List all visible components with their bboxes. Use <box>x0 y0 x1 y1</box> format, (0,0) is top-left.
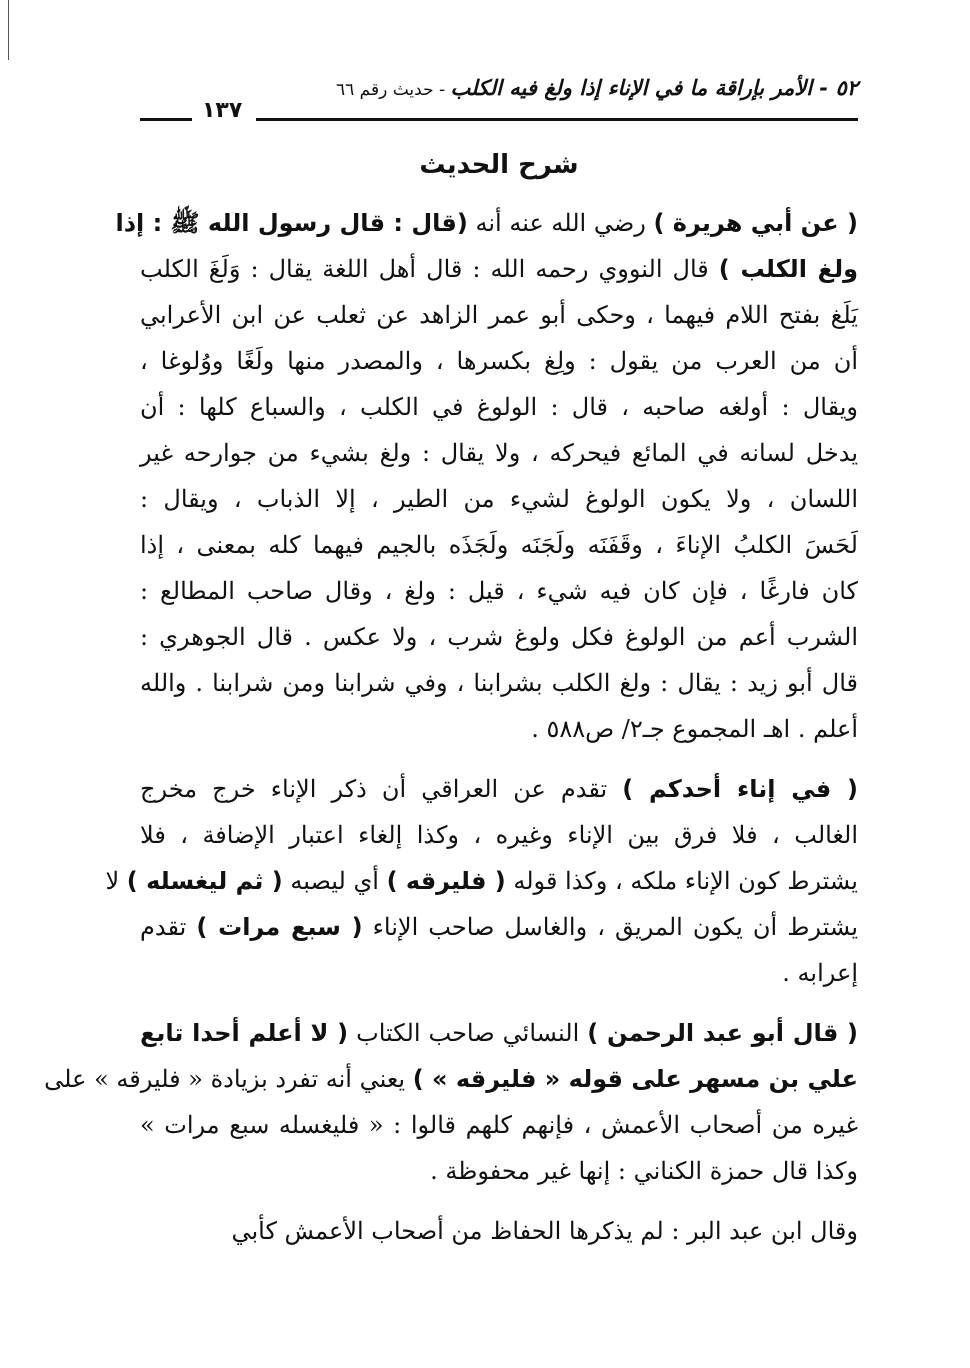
text-line <box>140 950 858 996</box>
text-line <box>140 568 858 614</box>
text-line <box>140 338 858 384</box>
commentary-text: اللسان ، ولا يكون الولوغ لشيء من الطير ، إلا الذباب ، ويقال : <box>140 485 858 513</box>
commentary-text: النسائي صاحب الكتاب <box>348 1019 588 1047</box>
text-line <box>140 384 858 430</box>
text-line <box>140 522 858 568</box>
commentary-text: لا <box>105 867 127 895</box>
commentary-body <box>44 200 859 1268</box>
text-line <box>44 1056 858 1102</box>
commentary-text: يشترط أن يكون المريق ، والغاسل صاحب الإناء <box>362 913 859 941</box>
text-line <box>140 706 858 752</box>
hadith-quote: ولغ الكلب ) <box>718 255 859 283</box>
commentary-text: إعرابه . <box>782 959 858 987</box>
header-rule <box>256 118 858 121</box>
chapter-title: ٥٢ - الأمر بإراقة ما في الإناء إذا ولغ فيه الكلب <box>450 76 858 100</box>
commentary-text: أعلم . اهـ المجموع جـ٢/ ص٥٨٨ . <box>531 715 858 743</box>
text-line <box>140 766 858 812</box>
text-line <box>115 200 858 246</box>
hadith-quote: ( عن أبي هريرة ) <box>653 209 858 237</box>
text-line <box>105 858 858 904</box>
text-line <box>140 292 858 338</box>
hadith-quote: علي بن مسهر على قوله « فليرقه » ) <box>412 1065 858 1093</box>
commentary-text: الغالب ، فلا فرق بين الإناء وغيره ، وكذا إلغاء اعتبار الإضافة ، فلا <box>140 821 858 849</box>
hadith-quote: ( في إناء أحدكم ) <box>622 775 858 803</box>
commentary-text: غيره من أصحاب الأعمش ، فإنهم كلهم قالوا : « فليغسله سبع مرات » <box>140 1111 858 1139</box>
commentary-text: أي ليصبه <box>282 867 387 895</box>
header-title <box>336 76 858 100</box>
commentary-text: وكذا قال حمزة الكناني : إنها غير محفوظة . <box>430 1157 858 1185</box>
paragraph <box>140 1208 858 1254</box>
commentary-text: يَلَغ بفتح اللام فيهما ، وحكى أبو عمر الزاهد عن ثعلب عن ابن الأعرابي <box>140 301 858 329</box>
commentary-text: كان فارغًا ، فإن كان فيه شيء ، قيل : ولغ ، وقال صاحب المطالع : <box>140 577 858 605</box>
text-line <box>140 660 858 706</box>
page-number: ١٣٧ <box>202 98 243 123</box>
text-line <box>140 246 858 292</box>
hadith-quote: (قال : قال رسول الله ﷺ : إذا <box>115 209 468 237</box>
commentary-text: قال أبو زيد : يقال : ولغ الكلب بشرابنا ، وفي شرابنا ومن شرابنا . والله <box>140 669 858 697</box>
hadith-quote: ( لا أعلم أحدا تابع <box>140 1019 349 1047</box>
commentary-text: قال النووي رحمه الله : قال أهل اللغة يقال : وَلَغَ الكلب <box>140 255 719 283</box>
paragraph <box>44 1010 859 1194</box>
hadith-quote: ( فليرقه ) <box>386 867 506 895</box>
text-line <box>140 1102 858 1148</box>
paragraph <box>115 200 859 752</box>
page-edge-line <box>8 0 9 60</box>
hadith-number: - حديث رقم ٦٦ <box>336 80 451 100</box>
hadith-quote: ( سبع مرات ) <box>196 913 363 941</box>
commentary-text: يعني أنه تفرد بزيادة « فليرقه » على <box>44 1065 413 1093</box>
commentary-text: الشرب أعم من الولوغ فكل ولوغ شرب ، ولا عكس . قال الجوهري : <box>140 623 858 651</box>
running-header <box>140 76 858 126</box>
hadith-quote: ( قال أبو عبد الرحمن ) <box>587 1019 859 1047</box>
commentary-text: لَحَسَ الكلبُ الإناءَ ، وقَفَنَه ولَجَنَه ولَجَذَه بالجيم فيهما كله بمعنى ، إذا <box>140 531 858 559</box>
text-line <box>140 614 858 660</box>
text-line <box>140 476 858 522</box>
section-heading: شرح الحديث <box>419 150 579 180</box>
text-line <box>140 1208 858 1254</box>
commentary-text: أن من العرب من يقول : ولِغ بكسرها ، والمصدر منها ولَغًا ووُلوغا ، <box>140 347 858 375</box>
commentary-text: ويقال : أولغه صاحبه ، قال : الولوغ في الكلب ، والسباع كلها : أن <box>140 393 858 421</box>
text-line <box>140 1010 858 1056</box>
text-line <box>140 904 858 950</box>
text-line <box>140 1148 858 1194</box>
text-line <box>140 430 858 476</box>
text-line <box>140 812 858 858</box>
commentary-text: يدخل لسانه في المائع فيحركه ، ولا يقال : ولغ بشيء من جوارحه غير <box>140 439 858 467</box>
commentary-text: وقال ابن عبد البر : لم يذكرها الحفاظ من أصحاب الأعمش كأبي <box>231 1217 858 1245</box>
commentary-text: رضي الله عنه أنه <box>467 209 654 237</box>
commentary-text: يشترط كون الإناء ملكه ، وكذا قوله <box>505 867 858 895</box>
commentary-text: تقدم عن العراقي أن ذكر الإناء خرج مخرج <box>140 775 623 803</box>
paragraph <box>105 766 859 996</box>
hadith-quote: ( ثم ليغسله ) <box>126 867 283 895</box>
page-number-rule <box>140 118 192 121</box>
commentary-text: تقدم <box>140 913 197 941</box>
